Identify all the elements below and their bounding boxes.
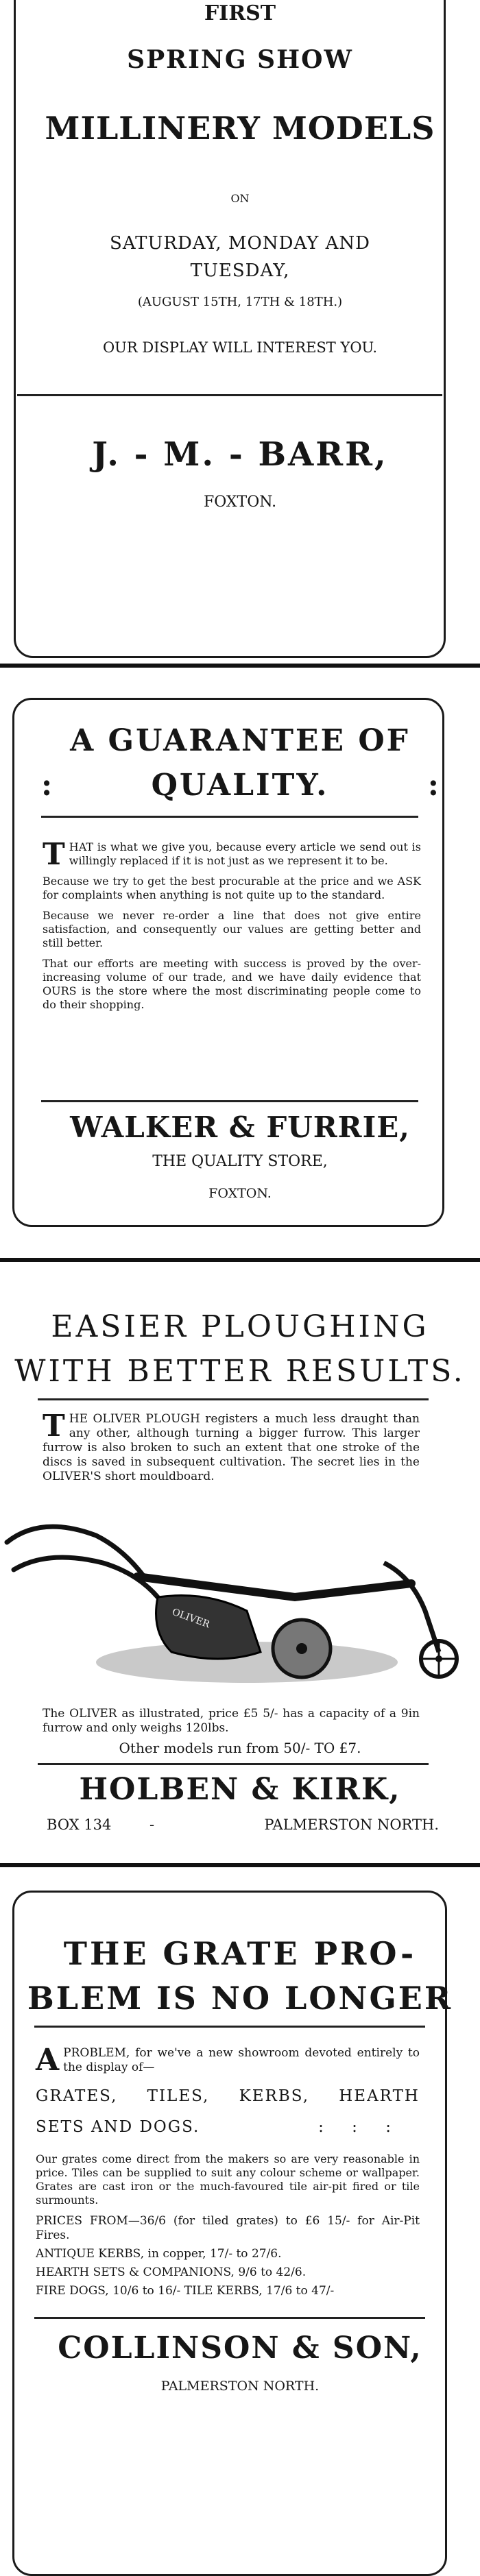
ad-heading-millinery: MILLINERY MODELS — [45, 110, 435, 147]
ad-border — [14, 0, 446, 658]
ad-merchant-name: HOLBEN & KIRK, — [79, 1772, 401, 1807]
paragraph: Our grates come direct from the makers so are very reasonable in price. Tiles can be supplied to suit any colour scheme or wallpaper. Grates are cast iron or the much-favoured tile air-pit fired or tile surmounts. — [36, 2152, 420, 2207]
ad-prices — [36, 2214, 420, 2298]
ad-text-dates: (AUGUST 15TH, 17TH & 18TH.) — [137, 295, 343, 309]
ad-body — [43, 837, 421, 1019]
ad-walker-furrie — [0, 679, 480, 1248]
ad-barr-millinery — [0, 0, 480, 672]
drop-cap: T — [43, 1409, 65, 1444]
paragraph-text: PROBLEM, for we've a new showroom devoted entirely to the display of— — [63, 2046, 420, 2074]
ad-holben-kirk — [0, 1268, 480, 1885]
ad-merchant-town: PALMERSTON NORTH. — [264, 1816, 439, 1833]
ad-heading-grate: THE GRATE PRO- — [63, 1935, 417, 1972]
ad-merchant-town: PALMERSTON NORTH. — [160, 2379, 320, 2394]
colon-right: : — [427, 768, 439, 803]
paragraph-text: HE OLIVER PLOUGH registers a much less draught than any other, although turning a bigger furrow. This larger furrow is also broken to such an extent that one stroke of the discs is saved in subsequent cultivation. The secret lies in the OLIVER'S short mouldboard. — [43, 1412, 420, 1483]
ad-address-row — [47, 1816, 439, 1837]
ad-text-tuesday: TUESDAY, — [190, 260, 290, 281]
plough-beam — [137, 1577, 411, 1597]
price-line: FIRE DOGS, 10/6 to 16/- TILE KERBS, 17/6 to 47/- — [36, 2284, 335, 2298]
column-rule — [0, 664, 480, 668]
disc-hub — [296, 1643, 307, 1654]
ad-merchant-name: WALKER & FURRIE, — [70, 1110, 410, 1144]
divider — [38, 1763, 429, 1765]
price-line: PRICES FROM—36/6 (for tiled grates) to £6 15/- for Air-Pit Fires. — [36, 2214, 420, 2242]
drop-cap: T — [43, 837, 65, 872]
ad-heading-quality: QUALITY. — [151, 768, 329, 803]
ad-collinson-son — [0, 1878, 480, 2560]
paragraph — [43, 1409, 420, 1484]
colon-left: : — [41, 768, 53, 803]
ad-heading-spring-show: SPRING SHOW — [127, 45, 353, 74]
ad-box-number: BOX 134 — [47, 1816, 112, 1833]
ad-body — [36, 2152, 420, 2214]
ad-items-sets: SETS AND DOGS. — [36, 2118, 200, 2136]
ad-models: Other models run from 50/- TO £7. — [119, 1740, 361, 1756]
ad-merchant-name: J. - M. - BARR, — [92, 435, 388, 474]
ad-merchant-town: FOXTON. — [203, 494, 277, 511]
plough-brand: OLIVER — [170, 1606, 211, 1631]
ad-heading-first: FIRST — [204, 1, 276, 25]
ad-price-text — [43, 1707, 420, 1736]
separator-dash: - — [149, 1816, 155, 1833]
paragraph: That our efforts are meeting with success is proved by the over-increasing volume of our trade, and we have daily evidence that OURS is the store where the most discriminating people come to do their shopping. — [43, 957, 421, 1011]
divider — [38, 1398, 429, 1400]
ad-heading-problem: BLEM IS NO LONGER — [27, 1980, 453, 2017]
divider — [34, 2026, 425, 2028]
column-rule — [0, 1863, 480, 1867]
price-line: HEARTH SETS & COMPANIONS, 9/6 to 42/6. — [36, 2265, 307, 2279]
divider — [17, 394, 442, 396]
front-arm — [384, 1563, 439, 1652]
ad-heading-easier: EASIER PLOUGHING — [51, 1309, 429, 1344]
ad-text-display: OUR DISPLAY WILL INTEREST YOU. — [102, 339, 378, 356]
column-rule — [0, 1258, 480, 1262]
paragraph: Because we try to get the best procurable at the price and we ASK for complaints when anything is not quite up to the standard. — [43, 875, 421, 901]
drop-cap: A — [36, 2043, 60, 2078]
ad-merchant-name: COLLINSON & SON, — [58, 2331, 422, 2366]
ad-merchant-town: FOXTON. — [208, 1186, 272, 1201]
ad-items-row-2 — [36, 2118, 420, 2136]
paragraph: Because we never re-order a line that does not give entire satisfaction, and consequently our values are getting better and still better. — [43, 909, 421, 949]
divider — [34, 2317, 425, 2319]
ad-intro — [36, 2043, 420, 2082]
price-line: ANTIQUE KERBS, in copper, 17/- to 27/6. — [36, 2247, 282, 2261]
ad-text-days: SATURDAY, MONDAY AND — [110, 233, 370, 254]
paragraph: The OLIVER as illustrated, price £5 5/- has a capacity of a 9in furrow and only weighs 120lbs. — [43, 1707, 420, 1735]
colons: : : : — [318, 2118, 392, 2136]
divider — [41, 1100, 418, 1102]
ad-text-on: ON — [230, 192, 250, 205]
ad-heading-guarantee: A GUARANTEE OF — [70, 723, 410, 758]
ad-items-row-1: GRATES, TILES, KERBS, HEARTH — [36, 2087, 420, 2105]
ad-heading-results: WITH BETTER RESULTS. — [14, 1354, 466, 1389]
divider — [41, 816, 418, 818]
paragraph — [36, 2043, 420, 2078]
paragraph — [43, 837, 421, 872]
ad-heading-quality-row — [41, 768, 439, 806]
ad-body — [43, 1409, 420, 1491]
paragraph-text: HAT is what we give you, because every article we send out is willingly replaced if it is not just as we represent it to be. — [69, 840, 421, 867]
plough-illustration — [0, 1494, 480, 1700]
ad-tagline: THE QUALITY STORE, — [152, 1153, 328, 1170]
